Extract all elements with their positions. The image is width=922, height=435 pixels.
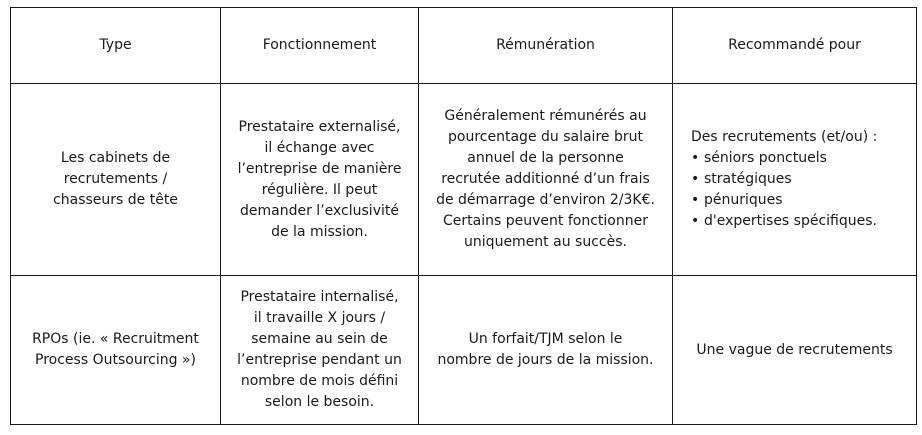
table-row	[11, 276, 917, 425]
cell-recommande-rpos: Une vague de recrutements	[673, 276, 917, 425]
list-item: • stratégiques	[691, 169, 908, 190]
cell-type-cabinets: Les cabinets de recrutements / chasseurs de tête	[11, 84, 221, 276]
cell-fonctionnement-cabinets: Prestataire externalisé, il échange avec l’entreprise de manière régulière. Il peut demander l’exclusivité de la mission.	[221, 84, 419, 276]
header-recommande-pour: Recommandé pour	[673, 8, 917, 84]
recommande-intro: Des recrutements (et/ou) :	[691, 129, 878, 145]
table-row	[11, 84, 917, 276]
comparison-table	[10, 7, 917, 425]
bullet-icon: •	[691, 171, 700, 187]
header-fonctionnement: Fonctionnement	[221, 8, 419, 84]
header-remuneration: Rémunération	[419, 8, 673, 84]
cell-fonctionnement-rpos: Prestataire internalisé, il travaille X jours / semaine au sein de l’entreprise pendant un nombre de mois défini selon le besoin.	[221, 276, 419, 425]
bullet-icon: •	[691, 150, 700, 166]
recommande-list	[691, 148, 908, 232]
list-item: • séniors ponctuels	[691, 148, 908, 169]
list-item: • pénuriques	[691, 190, 908, 211]
cell-remuneration-cabinets: Généralement rémunérés au pourcentage du salaire brut annuel de la personne recrutée additionné d’un frais de démarrage d’environ 2/3K€. Certains peuvent fonctionner uniquement au succès.	[419, 84, 673, 276]
header-row	[11, 8, 917, 84]
cell-type-rpos: RPOs (ie. « Recruitment Process Outsourcing »)	[11, 276, 221, 425]
list-item: • d'expertises spécifiques.	[691, 211, 908, 232]
bullet-icon: •	[691, 192, 700, 208]
bullet-icon: •	[691, 213, 700, 229]
cell-recommande-cabinets	[673, 84, 917, 276]
header-type: Type	[11, 8, 221, 84]
cell-remuneration-rpos: Un forfait/TJM selon le nombre de jours de la mission.	[419, 276, 673, 425]
